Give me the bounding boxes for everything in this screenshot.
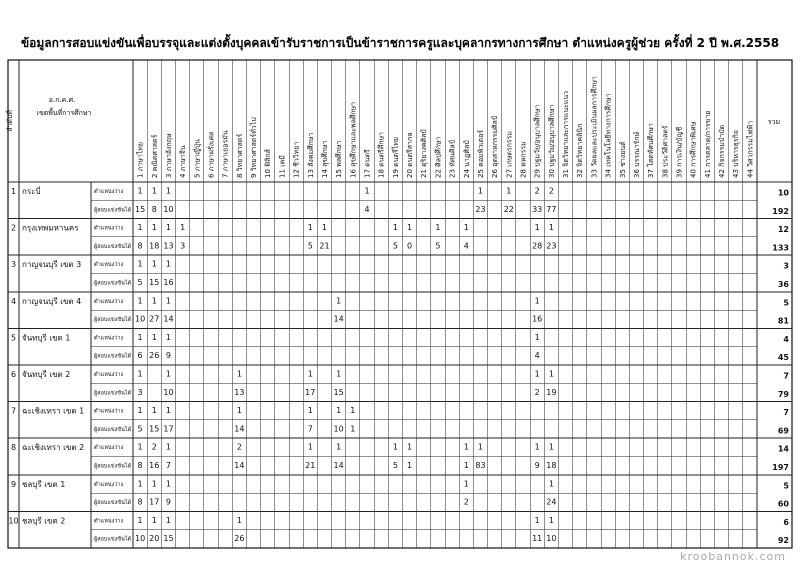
cell-positions: 1 bbox=[165, 259, 172, 269]
cell-positions: 1 bbox=[137, 186, 143, 196]
cell-positions: 1 bbox=[137, 479, 143, 489]
cell-positions: 2 bbox=[534, 186, 540, 196]
total-passed: 45 bbox=[777, 353, 789, 363]
row-area: กระบี่ bbox=[22, 187, 41, 196]
cell-passed: 27 bbox=[149, 314, 160, 324]
cell-passed: 17 bbox=[149, 497, 160, 507]
subject-header: 37 โสตทัศนศึกษา bbox=[647, 123, 656, 178]
row-area: จันทบุรี เขต 1 bbox=[22, 333, 71, 343]
cell-passed: 20 bbox=[149, 534, 160, 544]
cell-positions: 1 bbox=[392, 223, 398, 233]
subject-header: 28 คหกรรม bbox=[519, 141, 528, 178]
subject-header: 19 ดนตรีไทย bbox=[391, 136, 400, 178]
subject-header: 36 บรรณารักษ์ bbox=[632, 131, 641, 178]
row-seq: 3 bbox=[10, 260, 17, 270]
total-positions: 12 bbox=[777, 225, 789, 235]
total-passed: 92 bbox=[777, 536, 789, 546]
row-label-positions: ตำแหน่งว่าง bbox=[94, 518, 124, 525]
cell-positions: 1 bbox=[506, 186, 512, 196]
cell-passed: 22 bbox=[503, 204, 514, 214]
cell-passed: 7 bbox=[307, 424, 313, 434]
cell-positions: 1 bbox=[151, 223, 157, 233]
cell-positions: 1 bbox=[463, 223, 469, 233]
cell-passed: 10 bbox=[134, 314, 146, 324]
cell-passed: 14 bbox=[163, 314, 174, 324]
cell-positions: 1 bbox=[336, 442, 342, 452]
cell-positions: 1 bbox=[137, 442, 143, 452]
subject-header: 44 วิศวกรรมไฟฟ้า bbox=[746, 120, 755, 178]
cell-positions: 1 bbox=[534, 296, 540, 306]
cell-positions: 1 bbox=[534, 223, 540, 233]
subject-header: 26 อุตสาหกรรมศิลป์ bbox=[491, 115, 500, 178]
cell-positions: 1 bbox=[151, 332, 157, 342]
cell-positions: 1 bbox=[165, 186, 172, 196]
row-area: กาญจนบุรี เขต 3 bbox=[22, 260, 82, 270]
cell-positions: 1 bbox=[435, 223, 441, 233]
header-org: อ.ก.ค.ศ. bbox=[48, 96, 76, 104]
row-label-positions: ตำแหน่งว่าง bbox=[94, 408, 124, 415]
row-label-passed: ผู้สอบแข่งขันได้ bbox=[94, 390, 132, 397]
cell-passed: 5 bbox=[392, 461, 398, 470]
cell-positions: 1 bbox=[165, 223, 172, 233]
cell-positions: 1 bbox=[165, 369, 172, 379]
cell-passed: 15 bbox=[149, 424, 160, 434]
cell-positions: 1 bbox=[548, 369, 554, 379]
row-label-passed: ผู้สอบแข่งขันได้ bbox=[94, 317, 132, 324]
total-positions: 7 bbox=[783, 408, 789, 418]
cell-passed: 10 bbox=[546, 534, 557, 544]
subject-header: 41 การตลาด/การขาย bbox=[703, 110, 712, 178]
cell-passed: 28 bbox=[532, 241, 543, 251]
subject-header: 11 เคมี bbox=[278, 155, 287, 178]
cell-positions: 1 bbox=[151, 259, 157, 269]
cell-passed: 8 bbox=[137, 241, 143, 251]
row-area: จันทบุรี เขต 2 bbox=[22, 370, 71, 379]
total-passed: 133 bbox=[772, 243, 789, 253]
cell-positions: 1 bbox=[534, 515, 540, 525]
row-seq: 4 bbox=[10, 296, 17, 306]
total-positions: 4 bbox=[783, 334, 789, 344]
subject-header: 31 จิตวิทยาและการแนะแนว bbox=[562, 90, 571, 178]
total-passed: 79 bbox=[777, 389, 789, 399]
cell-passed: 14 bbox=[333, 314, 344, 324]
cell-positions: 1 bbox=[406, 442, 413, 452]
cell-positions: 1 bbox=[236, 369, 242, 379]
cell-passed: 10 bbox=[134, 534, 146, 544]
cell-positions: 1 bbox=[406, 223, 413, 233]
cell-passed: 16 bbox=[149, 461, 160, 470]
cell-positions: 1 bbox=[165, 515, 172, 525]
header-total: รวม bbox=[767, 118, 781, 126]
cell-positions: 1 bbox=[165, 479, 172, 489]
row-area: กรุงเทพมหานคร bbox=[22, 223, 79, 233]
cell-passed: 16 bbox=[532, 314, 543, 324]
row-seq: 10 bbox=[8, 516, 19, 526]
cell-positions: 1 bbox=[137, 223, 143, 233]
row-seq: 2 bbox=[10, 223, 17, 233]
row-label-positions: ตำแหน่งว่าง bbox=[94, 298, 124, 305]
subject-header: 12 ชีววิทยา bbox=[292, 141, 301, 178]
row-label-passed: ผู้สอบแข่งขันได้ bbox=[94, 426, 132, 433]
cell-passed: 1 bbox=[350, 424, 356, 434]
cell-passed: 7 bbox=[165, 461, 172, 470]
cell-positions: 2 bbox=[236, 442, 242, 452]
cell-passed: 10 bbox=[163, 387, 174, 397]
row-seq: 1 bbox=[10, 187, 17, 196]
cell-positions: 1 bbox=[236, 406, 242, 416]
cell-passed: 2 bbox=[463, 497, 469, 507]
cell-positions: 1 bbox=[151, 479, 157, 489]
header-area: เขตพื้นที่การศึกษา bbox=[36, 109, 92, 117]
cell-positions: 1 bbox=[534, 442, 540, 452]
cell-positions: 1 bbox=[548, 479, 554, 489]
cell-passed: 9 bbox=[165, 351, 172, 361]
cell-passed: 16 bbox=[163, 278, 174, 287]
subject-header: 33 วัดผลและประเมินผลการศึกษา bbox=[590, 76, 599, 178]
cell-positions: 1 bbox=[392, 442, 398, 452]
row-label-passed: ผู้สอบแข่งขันได้ bbox=[94, 463, 132, 470]
cell-positions: 1 bbox=[548, 515, 554, 525]
cell-passed: 23 bbox=[475, 204, 486, 214]
subject-header: 13 สังคมศึกษา bbox=[306, 132, 315, 178]
subject-header: 40 การศึกษาพิเศษ bbox=[689, 121, 698, 178]
subject-header: 42 กิจกรรมบำบัด bbox=[718, 124, 727, 178]
row-label-passed: ผู้สอบแข่งขันได้ bbox=[94, 207, 132, 214]
cell-positions: 1 bbox=[307, 369, 313, 379]
cell-positions: 1 bbox=[137, 406, 143, 416]
row-label-positions: ตำแหน่งว่าง bbox=[94, 189, 124, 195]
cell-passed: 6 bbox=[137, 351, 143, 361]
subject-header: 8 วิทยาศาสตร์ bbox=[235, 133, 244, 178]
total-positions: 5 bbox=[783, 298, 789, 308]
cell-positions: 1 bbox=[336, 369, 342, 379]
cell-positions: 1 bbox=[137, 515, 143, 525]
cell-positions: 1 bbox=[477, 442, 484, 452]
cell-passed: 8 bbox=[137, 461, 143, 470]
cell-positions: 1 bbox=[321, 223, 328, 233]
cell-passed: 5 bbox=[392, 241, 398, 251]
subject-header: 18 ดนตรีศึกษา bbox=[377, 132, 386, 178]
cell-passed: 77 bbox=[546, 204, 557, 214]
cell-positions: 1 bbox=[463, 479, 469, 489]
cell-positions: 1 bbox=[463, 442, 469, 452]
row-area: ชลบุรี เขต 1 bbox=[22, 479, 66, 489]
subject-header: 39 การเงิน/บัญชี bbox=[675, 126, 684, 178]
subject-header: 27 เกษตรกรรม bbox=[505, 130, 514, 178]
row-label-passed: ผู้สอบแข่งขันได้ bbox=[94, 536, 132, 543]
cell-passed: 8 bbox=[151, 204, 157, 214]
total-positions: 3 bbox=[783, 261, 789, 271]
subject-header: 3 ภาษาอังกฤษ bbox=[164, 133, 173, 178]
row-label-passed: ผู้สอบแข่งขันได้ bbox=[94, 243, 132, 250]
cell-passed: 83 bbox=[475, 461, 486, 470]
cell-passed: 17 bbox=[305, 387, 316, 397]
row-area: กาญจนบุรี เขต 4 bbox=[22, 296, 82, 306]
subject-header: 25 คอมพิวเตอร์ bbox=[476, 129, 485, 178]
cell-positions: 2 bbox=[151, 442, 157, 452]
cell-passed: 0 bbox=[406, 241, 413, 251]
subject-header: 24 นาฏศิลป์ bbox=[462, 140, 471, 178]
subject-header: 16 สุขศึกษาและพลศึกษา bbox=[349, 101, 358, 178]
subject-header: 5 ภาษาญี่ปุ่น bbox=[193, 139, 202, 178]
cell-passed: 18 bbox=[546, 461, 557, 470]
cell-positions: 1 bbox=[477, 186, 484, 196]
row-area: ชลบุรี เขต 2 bbox=[22, 516, 66, 526]
cell-passed: 4 bbox=[364, 204, 370, 214]
cell-passed: 33 bbox=[532, 204, 543, 214]
subject-header: 32 จิตวิทยาคลินิก bbox=[576, 123, 585, 178]
cell-positions: 1 bbox=[364, 186, 370, 196]
cell-positions: 1 bbox=[137, 332, 143, 342]
row-seq: 9 bbox=[10, 479, 17, 489]
total-positions: 10 bbox=[777, 188, 789, 198]
cell-passed: 4 bbox=[463, 241, 469, 251]
row-label-positions: ตำแหน่งว่าง bbox=[94, 481, 124, 488]
total-positions: 5 bbox=[783, 481, 789, 491]
cell-positions: 1 bbox=[165, 406, 172, 416]
cell-passed: 14 bbox=[234, 461, 245, 470]
subject-header: 17 ดนตรี bbox=[363, 149, 372, 178]
total-passed: 60 bbox=[777, 499, 789, 509]
total-passed: 69 bbox=[777, 426, 789, 436]
row-seq: 6 bbox=[10, 370, 17, 379]
cell-passed: 15 bbox=[333, 387, 344, 397]
row-label-passed: ผู้สอบแข่งขันได้ bbox=[94, 280, 132, 287]
cell-positions: 1 bbox=[534, 369, 540, 379]
cell-positions: 1 bbox=[137, 296, 143, 306]
subject-header: 34 เทคโนโลยีทางการศึกษา bbox=[604, 93, 613, 178]
subject-header: 7 ภาษาเยอรมัน bbox=[221, 130, 230, 178]
total-passed: 36 bbox=[777, 280, 789, 289]
cell-positions: 1 bbox=[151, 406, 157, 416]
cell-positions: 1 bbox=[180, 223, 186, 233]
cell-passed: 13 bbox=[163, 241, 174, 251]
cell-positions: 1 bbox=[151, 515, 157, 525]
cell-passed: 19 bbox=[546, 387, 557, 397]
cell-positions: 1 bbox=[534, 332, 540, 342]
cell-positions: 1 bbox=[137, 369, 143, 379]
cell-passed: 10 bbox=[163, 204, 174, 214]
row-label-positions: ตำแหน่งว่าง bbox=[94, 262, 124, 269]
cell-passed: 5 bbox=[137, 278, 143, 287]
cell-passed: 1 bbox=[406, 461, 413, 470]
cell-passed: 8 bbox=[137, 497, 143, 507]
cell-passed: 10 bbox=[333, 424, 344, 434]
row-seq: 8 bbox=[10, 443, 17, 453]
row-label-positions: ตำแหน่งว่าง bbox=[94, 445, 124, 452]
cell-passed: 5 bbox=[137, 424, 143, 434]
header-seq: ลำดับที่ bbox=[6, 110, 14, 132]
cell-passed: 24 bbox=[546, 497, 557, 507]
row-area: ฉะเชิงเทรา เขต 1 bbox=[22, 406, 85, 416]
cell-passed: 23 bbox=[546, 241, 557, 251]
cell-passed: 14 bbox=[234, 424, 245, 434]
subject-header: 14 สุขศึกษา bbox=[320, 140, 329, 178]
row-label-positions: ตำแหน่งว่าง bbox=[94, 225, 124, 232]
total-passed: 192 bbox=[772, 206, 789, 216]
subject-header: 1 ภาษาไทย bbox=[136, 141, 145, 178]
cell-passed: 26 bbox=[149, 351, 160, 361]
total-positions: 6 bbox=[783, 517, 789, 527]
subject-header: 35 ช่างยนต์ bbox=[618, 141, 627, 178]
total-passed: 81 bbox=[777, 316, 789, 326]
document-title: ข้อมูลการสอบแข่งขันเพื่อบรรจุและแต่งตั้งบุคคลเข้ารับราชการเป็นข้าราชการครูและบุคลากรทางการศึกษา ตำแหน่งครูผู้ช่วย ครั้งที่ 2 ปี พ.ศ.2558 bbox=[20, 36, 780, 50]
cell-passed: 18 bbox=[149, 241, 160, 251]
subject-header: 38 ประวัติศาสตร์ bbox=[661, 125, 670, 178]
cell-positions: 1 bbox=[336, 296, 342, 306]
cell-positions: 1 bbox=[165, 442, 172, 452]
cell-passed: 5 bbox=[307, 241, 313, 251]
row-label-passed: ผู้สอบแข่งขันได้ bbox=[94, 500, 132, 507]
row-seq: 7 bbox=[10, 406, 17, 416]
row-area: ฉะเชิงเทรา เขต 2 bbox=[22, 443, 85, 453]
subject-header: 20 ดนตรีสากล bbox=[406, 132, 415, 178]
cell-passed: 11 bbox=[532, 534, 543, 544]
cell-passed: 15 bbox=[149, 278, 160, 287]
row-label-positions: ตำแหน่งว่าง bbox=[94, 335, 124, 342]
cell-positions: 1 bbox=[336, 406, 342, 416]
cell-passed: 9 bbox=[534, 461, 540, 470]
cell-positions: 2 bbox=[548, 186, 554, 196]
subject-header: 10 ฟิสิกส์ bbox=[264, 149, 273, 178]
subject-header: 23 ทัศนศิลป์ bbox=[448, 139, 457, 178]
cell-passed: 15 bbox=[134, 204, 146, 214]
total-passed: 197 bbox=[772, 463, 789, 472]
subject-header: 2 คณิตศาสตร์ bbox=[150, 134, 159, 178]
cell-positions: 1 bbox=[548, 442, 554, 452]
cell-passed: 5 bbox=[435, 241, 441, 251]
total-positions: 14 bbox=[777, 444, 789, 454]
cell-positions: 1 bbox=[307, 442, 313, 452]
cell-positions: 1 bbox=[350, 406, 356, 416]
subject-header: 9 วิทยาศาสตร์ทั่วไป bbox=[250, 117, 259, 178]
cell-passed: 3 bbox=[180, 241, 186, 251]
cell-passed: 21 bbox=[319, 241, 330, 251]
cell-positions: 1 bbox=[236, 515, 242, 525]
cell-positions: 1 bbox=[151, 296, 157, 306]
watermark: kroobannok.com bbox=[680, 550, 786, 563]
total-positions: 7 bbox=[783, 371, 789, 381]
cell-positions: 1 bbox=[548, 223, 554, 233]
row-label-passed: ผู้สอบแข่งขันได้ bbox=[94, 353, 132, 360]
cell-passed: 1 bbox=[463, 461, 469, 470]
cell-positions: 1 bbox=[151, 186, 157, 196]
cell-passed: 26 bbox=[234, 534, 245, 544]
row-seq: 5 bbox=[10, 333, 17, 343]
cell-passed: 2 bbox=[534, 387, 540, 397]
cell-passed: 4 bbox=[534, 351, 540, 361]
cell-positions: 1 bbox=[137, 259, 143, 269]
cell-passed: 13 bbox=[234, 387, 245, 397]
subject-header: 43 บริหารธุรกิจ bbox=[732, 129, 741, 178]
cell-positions: 1 bbox=[165, 296, 172, 306]
subject-header: 21 ดุริยางคศิลป์ bbox=[420, 129, 429, 178]
subject-header: 29 ปฐมวัย/อนุบาลศึกษา bbox=[533, 104, 542, 178]
row-label-positions: ตำแหน่งว่าง bbox=[94, 372, 124, 378]
cell-passed: 14 bbox=[333, 461, 344, 470]
subject-header: 22 ศิลปศึกษา bbox=[434, 136, 443, 178]
cell-passed: 3 bbox=[137, 387, 143, 397]
subject-header: 30 ปฐมวัย/อนุบาลศึกษา bbox=[547, 104, 556, 178]
subject-header: 15 พลศึกษา bbox=[335, 140, 344, 178]
cell-passed: 15 bbox=[163, 534, 174, 544]
subject-header: 4 ภาษาจีน bbox=[179, 145, 188, 178]
cell-passed: 21 bbox=[305, 461, 316, 470]
cell-passed: 9 bbox=[165, 497, 172, 507]
cell-positions: 1 bbox=[307, 406, 313, 416]
cell-positions: 1 bbox=[307, 223, 313, 233]
cell-passed: 17 bbox=[163, 424, 174, 434]
subject-header: 6 ภาษาฝรั่งเศส bbox=[207, 131, 216, 178]
cell-positions: 1 bbox=[165, 332, 172, 342]
